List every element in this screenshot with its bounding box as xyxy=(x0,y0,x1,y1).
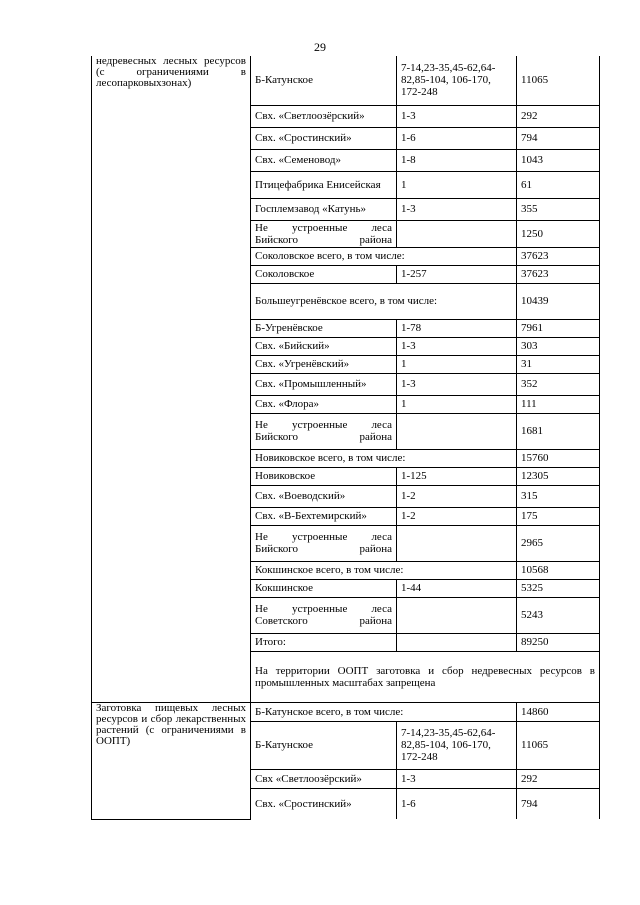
area-cell: 315 xyxy=(517,485,600,507)
forestry-name-cell: Свх «Светлоозёрский» xyxy=(251,769,397,788)
area-cell: 292 xyxy=(517,105,600,127)
table-row xyxy=(92,702,600,721)
forestry-name-cell: Б-Катунское xyxy=(251,721,397,769)
forestry-name-cell: Новиковское всего, в том числе: xyxy=(251,449,517,467)
quarters-cell: 7-14,23-35,45-62,64-82,85-104, 106-170, 172-248 xyxy=(397,56,517,105)
forestry-name-cell: Свх. «Сростинский» xyxy=(251,127,397,149)
quarters-cell: 1-78 xyxy=(397,319,517,337)
area-cell: 61 xyxy=(517,171,600,198)
quarters-cell: 1 xyxy=(397,395,517,413)
forestry-name-cell: Б-Угренёвское xyxy=(251,319,397,337)
quarters-cell xyxy=(397,413,517,449)
area-cell: 1043 xyxy=(517,149,600,171)
area-cell: 37623 xyxy=(517,265,600,283)
quarters-cell: 1-44 xyxy=(397,579,517,597)
area-cell: 31 xyxy=(517,355,600,373)
area-cell: 352 xyxy=(517,373,600,395)
quarters-cell: 7-14,23-35,45-62,64-82,85-104, 106-170, 172-248 xyxy=(397,721,517,769)
forestry-name-cell: Итого: xyxy=(251,633,397,651)
category-cell: Заготовка пищевых лесных ресурсов и сбор лекарственных растений (с ограничениями в ООПТ) xyxy=(92,702,251,819)
area-cell: 5325 xyxy=(517,579,600,597)
forestry-name-cell: Свх. «Флора» xyxy=(251,395,397,413)
quarters-cell: 1-125 xyxy=(397,467,517,485)
area-cell: 12305 xyxy=(517,467,600,485)
quarters-cell: 1 xyxy=(397,355,517,373)
area-cell: 794 xyxy=(517,788,600,819)
forestry-name-cell: Новиковское xyxy=(251,467,397,485)
forestry-name-cell: Не устроенные леса Советского района xyxy=(251,597,397,633)
forestry-name-cell: Свх. «Сростинский» xyxy=(251,788,397,819)
area-cell: 794 xyxy=(517,127,600,149)
area-cell: 10568 xyxy=(517,561,600,579)
quarters-cell: 1-257 xyxy=(397,265,517,283)
forestry-name-cell: Не устроенные леса Бийского района xyxy=(251,413,397,449)
area-cell: 10439 xyxy=(517,283,600,319)
forestry-name-cell: Б-Катунское всего, в том числе: xyxy=(251,702,517,721)
quarters-cell xyxy=(397,220,517,247)
area-cell: 11065 xyxy=(517,56,600,105)
quarters-cell: 1-3 xyxy=(397,373,517,395)
forestry-name-cell: Птицефабрика Енисейская xyxy=(251,171,397,198)
forestry-name-cell: Свх. «В-Бехтемирский» xyxy=(251,507,397,525)
category-cell: недревесных лесных ресурсов (с ограничениями в лесопарковыхзонах) xyxy=(92,56,251,702)
area-cell: 1250 xyxy=(517,220,600,247)
note-cell: На территории ООПТ заготовка и сбор недревесных ресурсов в промышленных масштабах запрещена xyxy=(251,651,600,702)
area-cell: 89250 xyxy=(517,633,600,651)
quarters-cell: 1 xyxy=(397,171,517,198)
area-cell: 7961 xyxy=(517,319,600,337)
area-cell: 37623 xyxy=(517,247,600,265)
forestry-name-cell: Свх. «Воеводский» xyxy=(251,485,397,507)
quarters-cell xyxy=(397,633,517,651)
forestry-name-cell: Б-Катунское xyxy=(251,56,397,105)
quarters-cell: 1-6 xyxy=(397,788,517,819)
area-cell: 175 xyxy=(517,507,600,525)
area-cell: 303 xyxy=(517,337,600,355)
quarters-cell xyxy=(397,597,517,633)
quarters-cell xyxy=(397,525,517,561)
forestry-name-cell: Свх. «Семеновод» xyxy=(251,149,397,171)
forest-resources-table xyxy=(91,56,600,820)
forestry-name-cell: Свх. «Бийский» xyxy=(251,337,397,355)
quarters-cell: 1-6 xyxy=(397,127,517,149)
quarters-cell: 1-3 xyxy=(397,198,517,220)
quarters-cell: 1-3 xyxy=(397,105,517,127)
area-cell: 11065 xyxy=(517,721,600,769)
area-cell: 15760 xyxy=(517,449,600,467)
quarters-cell: 1-2 xyxy=(397,485,517,507)
forestry-name-cell: Кокшинское всего, в том числе: xyxy=(251,561,517,579)
area-cell: 1681 xyxy=(517,413,600,449)
quarters-cell: 1-3 xyxy=(397,337,517,355)
forestry-name-cell: Госплемзавод «Катунь» xyxy=(251,198,397,220)
forestry-name-cell: Соколовское xyxy=(251,265,397,283)
table-row xyxy=(92,56,600,105)
area-cell: 14860 xyxy=(517,702,600,721)
forestry-name-cell: Кокшинское xyxy=(251,579,397,597)
forestry-name-cell: Соколовское всего, в том числе: xyxy=(251,247,517,265)
page-number: 29 xyxy=(314,40,326,54)
quarters-cell: 1-2 xyxy=(397,507,517,525)
forestry-name-cell: Не устроенные леса Бийского района xyxy=(251,525,397,561)
area-cell: 5243 xyxy=(517,597,600,633)
forestry-name-cell: Свх. «Светлоозёрский» xyxy=(251,105,397,127)
forestry-name-cell: Большеугренёвское всего, в том числе: xyxy=(251,283,517,319)
forestry-name-cell: Свх. «Угренёвский» xyxy=(251,355,397,373)
area-cell: 292 xyxy=(517,769,600,788)
forestry-name-cell: Свх. «Промышленный» xyxy=(251,373,397,395)
quarters-cell: 1-8 xyxy=(397,149,517,171)
area-cell: 111 xyxy=(517,395,600,413)
area-cell: 355 xyxy=(517,198,600,220)
quarters-cell: 1-3 xyxy=(397,769,517,788)
area-cell: 2965 xyxy=(517,525,600,561)
forestry-name-cell: Не устроенные леса Бийского района xyxy=(251,220,397,247)
